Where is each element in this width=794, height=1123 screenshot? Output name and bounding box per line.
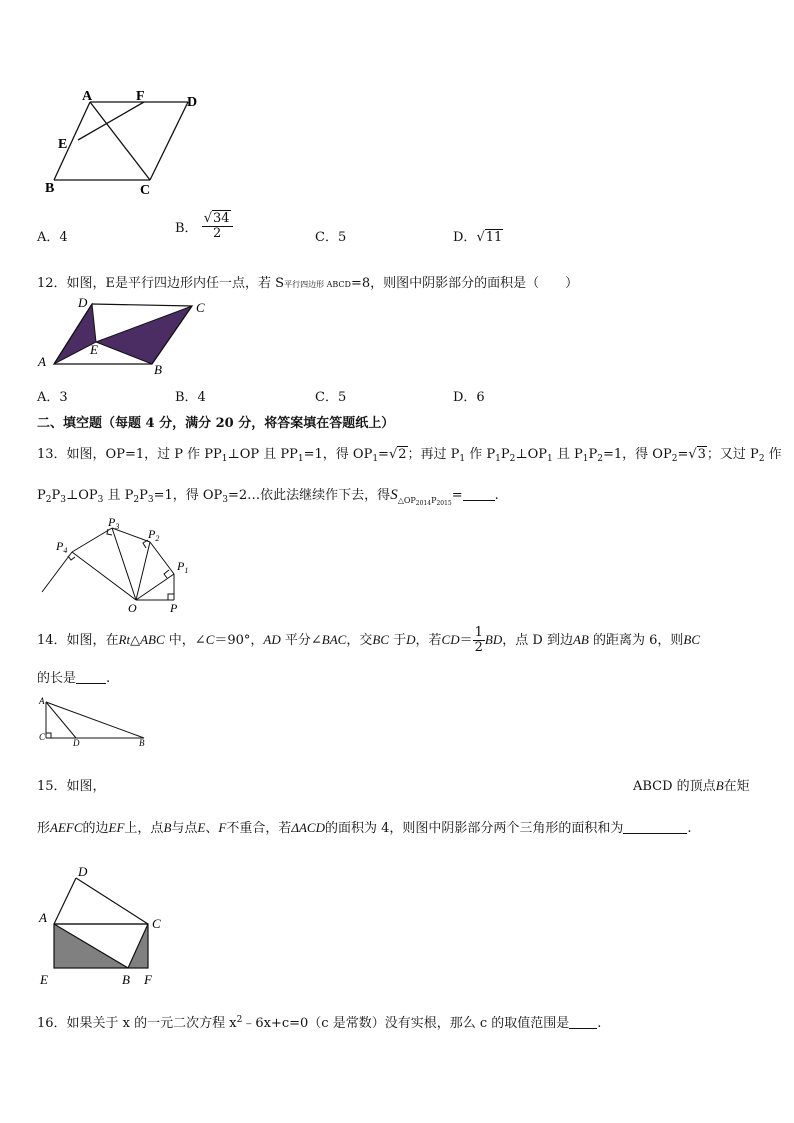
q12-question [37,272,578,291]
q14-math: Rt△ABC [118,632,165,647]
q12-text-2: =8，则图中阴影部分的面积是（ ） [350,276,579,291]
q13-sub: 1 [221,454,228,464]
q11-label-d: D [187,95,198,110]
q14-fraction-numerator: 1 [474,625,483,640]
q13-text: = [378,447,389,462]
q13-text: =2…依此法继续作下去，得 [228,488,391,503]
q13-label-p: P [170,601,178,615]
q12-option-a: A．3 [37,390,68,405]
q16-text: ﹣6x+c=0（c 是常数）没有实根，那么 c 的取值范围是 [242,1016,570,1031]
q12-option-c: C．5 [315,390,347,405]
q14-math: BD [484,632,503,647]
q15-label-f: F [144,972,152,987]
q13-area-sub: 2014 [415,500,432,507]
q14-math: ∠BAC [310,632,347,647]
q13-text: ⊥OP [515,447,548,462]
q13-area-sub: △OP [397,496,416,505]
q13-text: ⊥OP [65,488,98,503]
q11-option-c-value: 5 [337,230,347,245]
q14-text: . [106,671,111,686]
q11-option-b-denominator: 2 [212,226,222,241]
q14-math: AD [263,632,281,647]
q14-line-1 [37,622,700,658]
q11-option-b-prefix: B． [175,221,198,236]
q14-math: D [406,632,416,647]
q11-option-d-value: 11 [485,230,503,245]
q14-label-d: D [73,738,80,748]
q13-sub: 2 [597,454,603,464]
q11-parallelogram-figure [40,82,220,200]
q12-label-b: B [154,362,162,376]
q13-line-1: 13．如图，OP=1，过 P 作 $PP_1\perp OP$ 且 $PP_1=1$，得 $OP_1=√2$；再过 $P_1$ 作 $P_1P_2\perp OP_1$ 且 $P_1P_2=1$，得 $OP_2=√3$；又过 $P_2$ 作 [37,447,782,464]
section-heading: 二、填空题（每题 4 分，满分 20 分，将答案填在答题纸上） [37,416,395,431]
q13-area-sub: 2015 [436,500,452,507]
q14-text: ，若 [415,633,442,648]
q13-sub: 2 [671,454,678,464]
q13-sub: 2 [45,495,52,505]
q11-option-a-prefix: A． [37,230,60,245]
q13-label-p3: $P_3$ [108,515,120,531]
q13-text: ；又过 P [706,447,759,462]
q11-label-a: A [82,89,93,104]
q13-text: =1，得 OP [153,488,223,503]
q13-area-sub: P [431,496,437,505]
q14-text: 平分 [280,633,311,648]
q15-answer-blank [623,821,687,834]
q13-answer-blank [463,488,495,501]
q13-text: 且 P [552,447,583,462]
q15-text: 与点 [171,821,198,836]
q13-text: P [51,488,61,503]
q16-answer-blank [569,1016,597,1029]
q13-text: 作 P [465,447,496,462]
q11-option-c [315,226,346,245]
q11-option-a [37,226,68,245]
q16-sup: 2 [236,1015,243,1025]
q11-option-b [175,212,233,241]
q14-text: ，点 D 到边 [502,633,573,648]
q13-text: P [37,488,46,503]
q11-label-e: E [58,137,68,152]
q13-line-2 [37,484,499,507]
q12-label-d: D [78,296,88,310]
q14-label-c: C [39,732,46,742]
q13-spiral-figure [36,512,196,616]
q13-sub: 2 [509,454,516,464]
q15-text: 在矩 [723,779,750,794]
q13-sub: 1 [297,454,304,464]
q13-text: = [677,447,689,462]
q13-sub: 3 [222,495,229,505]
q13-sub: 2 [758,454,765,464]
q14-math: CD [441,632,460,647]
q15-math: B [715,778,724,793]
q11-option-d-prefix: D． [453,230,477,245]
q11-label-b: B [45,181,55,196]
q13-text: ⊥OP 且 PP [227,447,298,462]
q14-line-2 [37,667,110,686]
q15-math: B [163,820,172,835]
q13-sub: 1 [495,454,501,464]
q11-option-c-prefix: C． [315,230,338,245]
q14-math: BC [683,632,701,647]
q14-triangle-figure [36,694,156,750]
q15-label-c: C [152,916,161,931]
q11-option-d: D．√11 [453,230,503,245]
q14-text: ＝ [459,633,473,648]
q14-math: ∠C [194,632,215,647]
q11-option-b-numerator: 34 [213,211,230,226]
q13-sub: 2 [133,495,140,505]
q12-option-b: B．4 [175,390,206,405]
q15-text: 、 [205,821,219,836]
q12-text-sub: 平行四边形 ABCD [284,280,351,289]
q15-line-1-right [633,775,750,794]
q13-label-p1: $P_1$ [177,559,189,575]
q13-sub: 1 [547,454,553,464]
q14-answer-blank [76,671,106,684]
q12-parallelogram-figure [36,296,216,376]
q15-text: . [687,821,692,836]
q13-text: P [588,447,598,462]
q13-text: = [451,488,463,503]
q15-label-b: B [122,972,130,987]
q13-label-p2: $P_2$ [148,527,160,543]
q15-text: 的边 [82,821,109,836]
q11-option-a-value: 4 [59,230,68,245]
q15-text: ABCD 的顶点 [633,779,716,794]
q13-label-p4: $P_4$ [56,539,68,555]
q11-label-f: F [136,89,145,104]
q15-math: ΔACD [291,820,325,835]
q13-sqrt: 2 [398,447,407,462]
q16-text: . [597,1016,602,1031]
q12-label-c: C [196,300,205,315]
q14-text: 于 [389,633,407,648]
q13-sub: 3 [60,495,66,505]
q14-label-a: A [39,696,45,706]
q15-line-2 [37,817,692,836]
q12-label-a: A [38,354,46,369]
q12-label-e: E [90,342,98,357]
q13-text: 且 P [103,488,134,503]
q15-math: EF [108,820,125,835]
q13-sqrt: 3 [697,447,706,462]
q14-math: BC [372,632,389,647]
q13-label-o: O [128,601,137,615]
q12-option-d: D．6 [453,390,485,405]
q15-text: 的面积为 4，则图中阴影部分两个三角形的面积和为 [324,821,624,836]
q13-text: P [139,488,148,503]
q13-sub: 1 [372,454,379,464]
q15-text: 形 [37,821,51,836]
q14-text: 的距离为 6，则 [588,633,684,648]
q15-label-e: E [40,972,48,987]
q13-area-symbol: S [390,487,398,503]
q13-sub: 1 [582,454,589,464]
q13-text: =1，得 OP [303,447,373,462]
q13-text: 作 [764,447,782,462]
q15-label-d: D [78,864,88,879]
q14-text: ＝90°， [214,633,264,648]
q13-sub: 3 [97,495,104,505]
q11-label-c: C [140,183,151,198]
q13-text: 13．如图，OP=1，过 P 作 PP [37,447,222,462]
q14-math: AB [572,632,589,647]
q14-fraction-denominator: 2 [474,640,483,655]
q15-text: 上，点 [124,821,164,836]
q14-text: 14．如图，在 [37,633,119,648]
q15-math: F [218,820,227,835]
q16-text: 16．如果关于 x 的一元二次方程 x [37,1016,237,1031]
q13-text: P [500,447,510,462]
q12-text-1: 12．如图，E是平行四边形内任一点，若 S [37,276,285,291]
q15-label-a: A [39,910,47,925]
q11-option-b-fraction: $\frac{√34}{2}$ [202,212,233,241]
q14-label-b: B [139,738,145,748]
q14-text: 的长是 [37,671,77,686]
q14-text: ，交 [346,633,373,648]
q15-rectangle-figure [36,862,176,994]
q13-text: ；再过 P [407,447,460,462]
q13-text: =1，得 OP [603,447,672,462]
q15-math: E [197,820,206,835]
q13-sub: 1 [459,454,466,464]
q15-math: AEFC [50,820,83,835]
q15-text: 不重合，若 [226,821,292,836]
q14-text: 中， [164,633,195,648]
q16-question [37,1012,601,1031]
q15-line-1-left: 15．如图， [37,779,106,794]
q13-text: . [494,488,499,503]
q14-fraction [473,626,485,655]
q13-sub: 3 [147,495,154,505]
